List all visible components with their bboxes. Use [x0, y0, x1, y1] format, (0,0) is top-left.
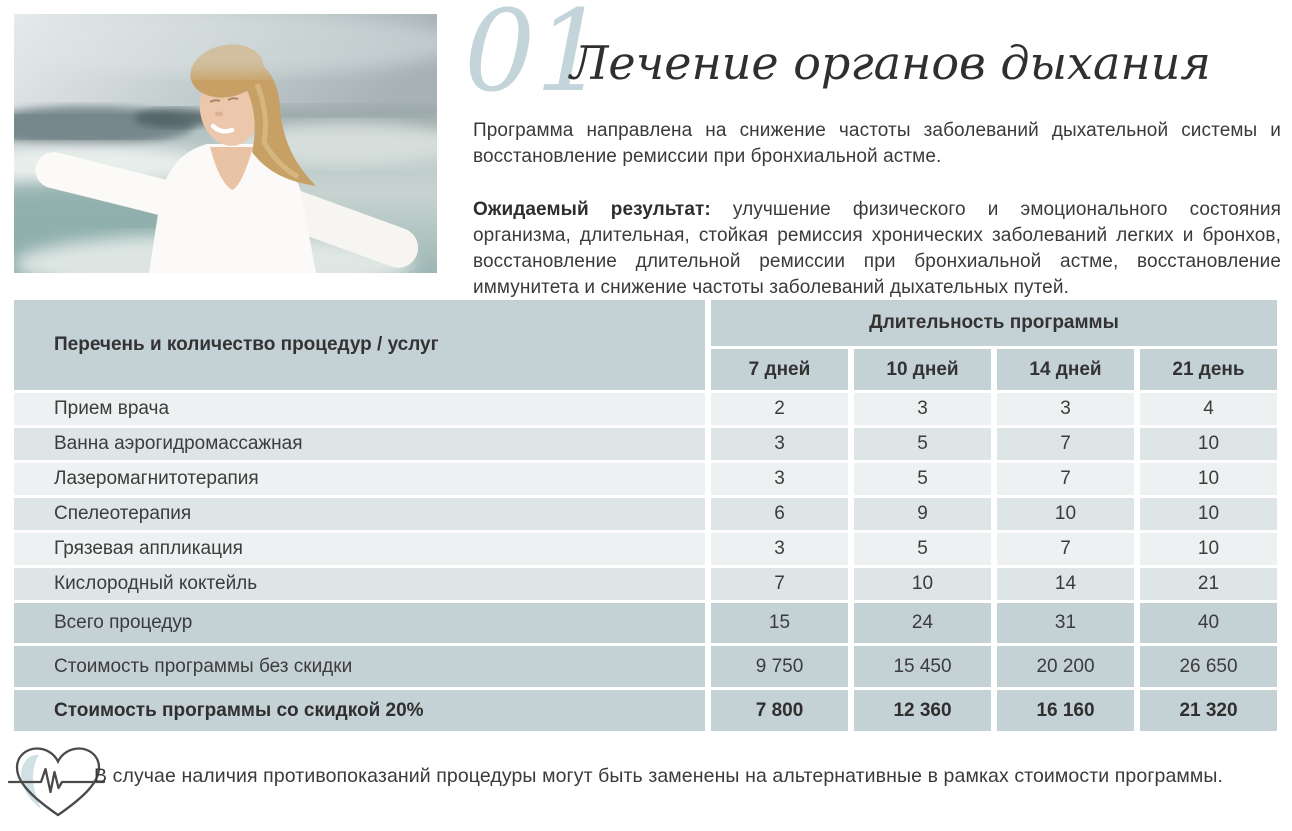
table-cell: 7 [997, 463, 1134, 495]
page-title: Лечение органов дыхания [570, 36, 1211, 90]
table-row-label-discount-price: Стоимость программы со скидкой 20% [14, 690, 705, 731]
table-cell: 9 [854, 498, 991, 530]
table-cell: 21 320 [1140, 690, 1277, 731]
table-row-label: Грязевая аппликация [14, 533, 705, 565]
table-header-7-days: 7 дней [711, 349, 848, 390]
table-row-label: Кислородный коктейль [14, 568, 705, 600]
table-row-label: Прием врача [14, 393, 705, 425]
table-cell: 20 200 [997, 646, 1134, 687]
table-row-label: Ванна аэрогидромассажная [14, 428, 705, 460]
table-cell: 7 [997, 533, 1134, 565]
hero-photo-woman-on-beach [14, 14, 437, 273]
expected-result-text: улучшение физического и эмоционального состояния организма, длительная, стойкая ремиссия хронических заболеваний легких и бронхов, восстановление длительной ремиссии при бронхиальной астме, восстановление иммунитета и снижение частоты заболеваний дыхательных путей. [473, 199, 1281, 298]
table-cell: 3 [997, 393, 1134, 425]
expected-result-paragraph [473, 197, 1281, 301]
table-row-label-price: Стоимость программы без скидки [14, 646, 705, 687]
section-number: 01 [464, 0, 607, 117]
intro-paragraph: Программа направлена на снижение частоты заболеваний дыхательной системы и восстановление ремиссии при бронхиальной астме. [473, 120, 1281, 167]
table-cell: 10 [997, 498, 1134, 530]
table-cell: 7 800 [711, 690, 848, 731]
table-cell: 15 450 [854, 646, 991, 687]
table-cell: 3 [711, 428, 848, 460]
table-cell: 7 [997, 428, 1134, 460]
table-cell: 15 [711, 603, 848, 643]
table-cell: 5 [854, 463, 991, 495]
table-cell: 2 [711, 393, 848, 425]
table-cell: 21 [1140, 568, 1277, 600]
table-cell: 12 360 [854, 690, 991, 731]
table-cell: 14 [997, 568, 1134, 600]
table-cell: 10 [1140, 498, 1277, 530]
table-cell: 10 [1140, 533, 1277, 565]
contraindications-note: В случае наличия противопоказаний процедуры могут быть заменены на альтернативные в рамках стоимости программы. [94, 765, 1224, 787]
table-cell: 3 [711, 533, 848, 565]
table-cell: 24 [854, 603, 991, 643]
table-header-procedures: Перечень и количество процедур / услуг [14, 300, 705, 390]
table-header-14-days: 14 дней [997, 349, 1134, 390]
table-header-21-days: 21 день [1140, 349, 1277, 390]
table-row-label: Спелеотерапия [14, 498, 705, 530]
table-cell: 5 [854, 533, 991, 565]
table-cell: 40 [1140, 603, 1277, 643]
table-row-label: Лазеромагнитотерапия [14, 463, 705, 495]
table-cell: 26 650 [1140, 646, 1277, 687]
table-cell: 10 [854, 568, 991, 600]
table-cell: 10 [1140, 463, 1277, 495]
table-cell: 5 [854, 428, 991, 460]
heart-pulse-icon [8, 744, 108, 824]
expected-result-label: Ожидаемый результат: [473, 199, 711, 220]
table-cell: 31 [997, 603, 1134, 643]
price-table [14, 300, 1277, 731]
table-cell: 16 160 [997, 690, 1134, 731]
table-header-duration-group: Длительность программы [711, 300, 1277, 346]
table-cell: 3 [854, 393, 991, 425]
table-cell: 4 [1140, 393, 1277, 425]
beach-photo-illustration [14, 14, 437, 273]
table-cell: 6 [711, 498, 848, 530]
table-cell: 3 [711, 463, 848, 495]
table-cell: 7 [711, 568, 848, 600]
table-cell: 10 [1140, 428, 1277, 460]
table-header-10-days: 10 дней [854, 349, 991, 390]
table-cell: 9 750 [711, 646, 848, 687]
table-row-label-total: Всего процедур [14, 603, 705, 643]
